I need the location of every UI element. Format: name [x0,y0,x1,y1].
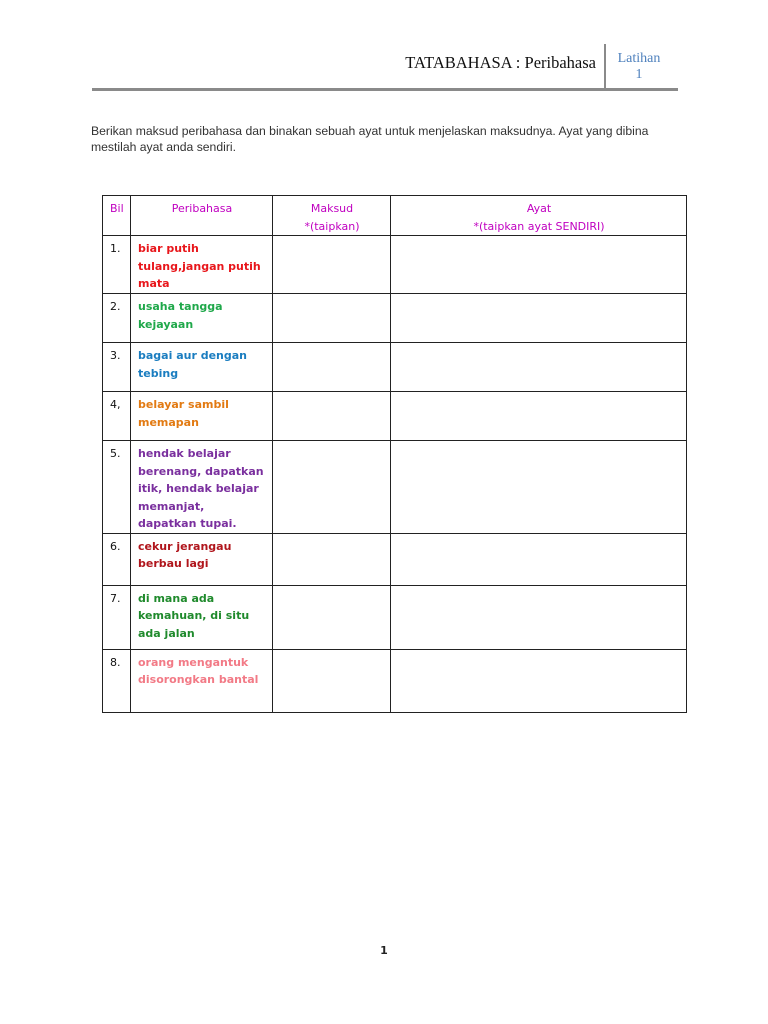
maksud-input-cell[interactable] [273,585,391,649]
page-number: 1 [380,944,388,957]
ayat-input-cell[interactable] [391,236,687,294]
page-header [92,44,678,92]
header-ayat-label: Ayat [526,202,552,215]
proverb-text: biar putih tulang,jangan putih mata [131,236,273,294]
exercise-label: Latihan [617,51,661,66]
header-bil: Bil [103,196,131,236]
table-row [103,236,687,294]
exercise-badge [609,51,669,83]
table-header-row [103,196,687,236]
row-number: 5. [103,441,131,534]
table-row [103,441,687,534]
ayat-input-cell[interactable] [391,441,687,534]
header-ayat [391,196,687,236]
proverb-text: usaha tangga kejayaan [131,294,273,343]
header-maksud-label: Maksud [310,202,354,215]
row-number: 8. [103,649,131,712]
header-divider-vertical [604,44,606,90]
table-row [103,585,687,649]
proverb-table [102,195,687,713]
maksud-input-cell[interactable] [273,236,391,294]
ayat-input-cell[interactable] [391,294,687,343]
header-peribahasa: Peribahasa [131,196,273,236]
row-number: 4, [103,392,131,441]
table-row [103,649,687,712]
proverb-text: hendak belajar berenang, dapatkan itik, hendak belajar memanjat, dapatkan tupai. [131,441,273,534]
proverb-text: cekur jerangau berbau lagi [131,533,273,585]
ayat-input-cell[interactable] [391,533,687,585]
table-row [103,343,687,392]
proverb-text: di mana ada kemahuan, di situ ada jalan [131,585,273,649]
header-ayat-note: *(taipkan ayat SENDIRI) [473,219,605,233]
table-row [103,533,687,585]
document-title: TATABAHASA : Peribahasa [405,53,596,72]
exercise-number: 1 [635,67,643,82]
row-number: 1. [103,236,131,294]
maksud-input-cell[interactable] [273,392,391,441]
row-number: 7. [103,585,131,649]
maksud-input-cell[interactable] [273,294,391,343]
row-number: 6. [103,533,131,585]
ayat-input-cell[interactable] [391,649,687,712]
header-maksud [273,196,391,236]
ayat-input-cell[interactable] [391,343,687,392]
table-row [103,392,687,441]
ayat-input-cell[interactable] [391,585,687,649]
header-maksud-note: *(taipkan) [304,219,360,233]
header-divider-horizontal [92,88,678,91]
maksud-input-cell[interactable] [273,441,391,534]
proverb-text: bagai aur dengan tebing [131,343,273,392]
maksud-input-cell[interactable] [273,649,391,712]
instructions-text: Berikan maksud peribahasa dan binakan sebuah ayat untuk menjelaskan maksudnya. Ayat yang dibina mestilah ayat anda sendiri. [91,124,649,154]
table-row [103,294,687,343]
proverb-text: belayar sambil memapan [131,392,273,441]
row-number: 3. [103,343,131,392]
ayat-input-cell[interactable] [391,392,687,441]
proverb-text: orang mengantuk disorongkan bantal [131,649,273,712]
maksud-input-cell[interactable] [273,533,391,585]
maksud-input-cell[interactable] [273,343,391,392]
row-number: 2. [103,294,131,343]
